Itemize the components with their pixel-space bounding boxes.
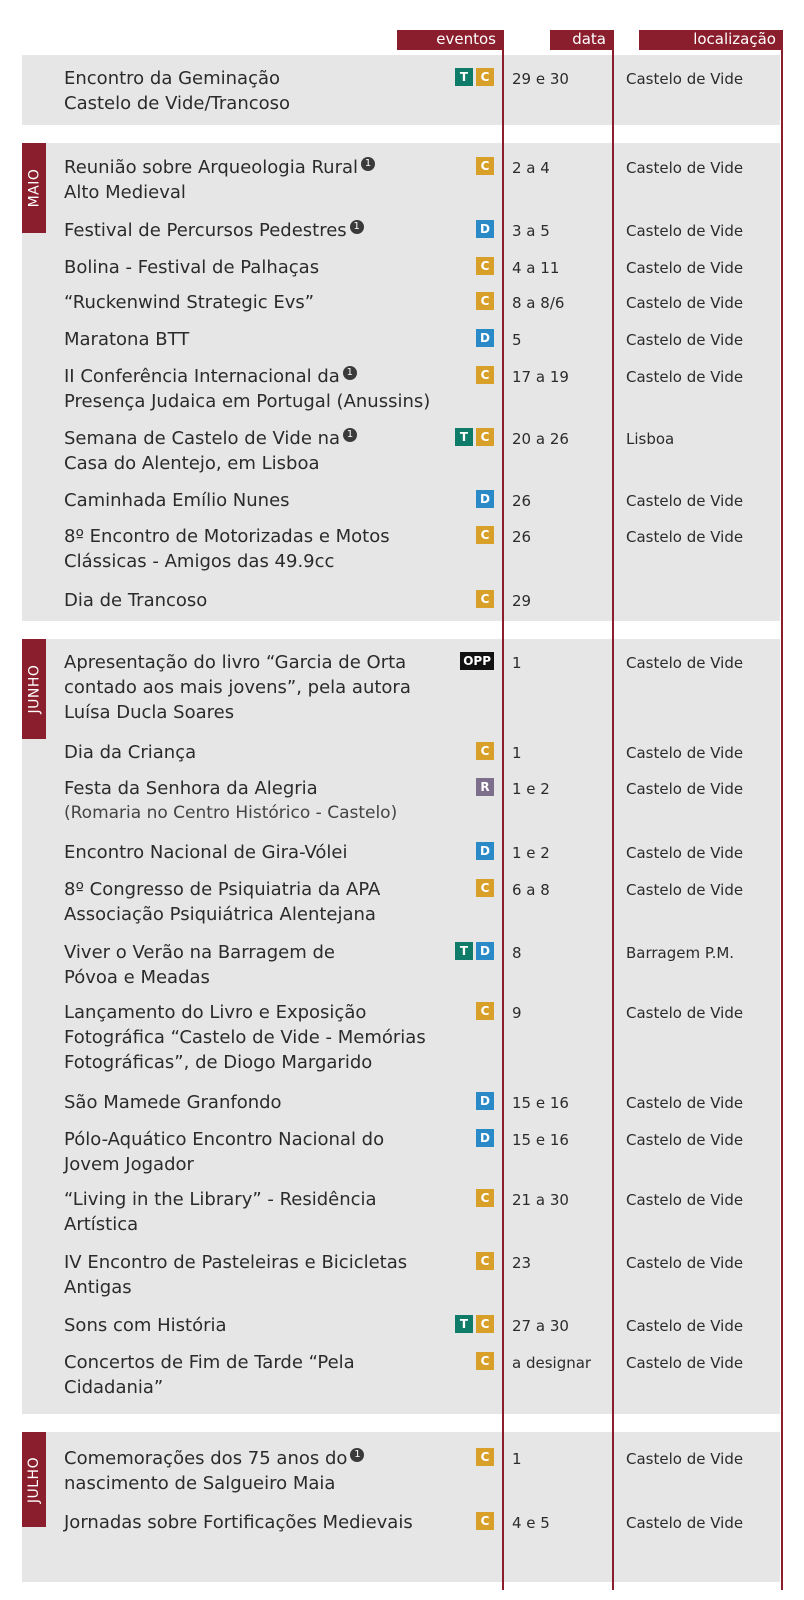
event-date: 23 <box>512 1254 532 1272</box>
badge-d: D <box>476 842 494 860</box>
category-badges <box>455 942 494 960</box>
event-date: 4 a 11 <box>512 259 560 277</box>
event-title-line: Jornadas sobre Fortificações Medievais <box>64 1512 413 1533</box>
event-location: Castelo de Vide <box>626 844 744 862</box>
badge-c: C <box>476 879 494 897</box>
event-title <box>64 426 444 476</box>
event-title <box>64 1187 444 1237</box>
event-title-line: contado aos mais jovens”, pela autora <box>64 677 411 698</box>
badge-c: C <box>476 366 494 384</box>
event-date: a designar <box>512 1354 592 1372</box>
event-title-line: “Ruckenwind Strategic Evs” <box>64 292 315 313</box>
event-date: 1 <box>512 744 522 762</box>
event-title-line: Festival de Percursos Pedestres 1 <box>64 218 444 243</box>
category-badges <box>476 526 494 544</box>
event-location: Castelo de Vide <box>626 1450 744 1468</box>
category-badges <box>476 220 494 238</box>
badge-c: C <box>476 590 494 608</box>
event-title-line: Casa do Alentejo, em Lisboa <box>64 453 320 474</box>
event-title-line: Presença Judaica em Portugal (Anussins) <box>64 391 431 412</box>
badge-c: C <box>476 157 494 175</box>
event-title-line: Artística <box>64 1214 139 1235</box>
event-title <box>64 1127 444 1177</box>
category-badges <box>476 590 494 608</box>
category-badges <box>476 157 494 175</box>
event-title <box>64 650 444 725</box>
event-location: Castelo de Vide <box>626 1094 744 1112</box>
category-badges <box>476 1092 494 1110</box>
event-date: 1 <box>512 654 522 672</box>
event-location: Castelo de Vide <box>626 1004 744 1022</box>
event-location: Castelo de Vide <box>626 1191 744 1209</box>
event-title-line: Bolina - Festival de Palhaças <box>64 257 320 278</box>
badge-c: C <box>476 1189 494 1207</box>
badge-c: C <box>476 1448 494 1466</box>
event-location: Castelo de Vide <box>626 331 744 349</box>
info-icon: 1 <box>350 1448 364 1462</box>
category-badges <box>476 879 494 897</box>
event-title-line: Encontro Nacional de Gira-Vólei <box>64 842 348 863</box>
event-location: Castelo de Vide <box>626 222 744 240</box>
category-badges <box>476 1189 494 1207</box>
category-badges <box>476 257 494 275</box>
month-label-julho: JULHO <box>26 1456 43 1503</box>
event-location: Castelo de Vide <box>626 1254 744 1272</box>
badge-c: C <box>476 1352 494 1370</box>
event-date: 21 a 30 <box>512 1191 569 1209</box>
event-date: 6 a 8 <box>512 881 550 899</box>
event-title-line: Caminhada Emílio Nunes <box>64 490 290 511</box>
badge-c: C <box>476 1252 494 1270</box>
category-badges <box>476 842 494 860</box>
event-title <box>64 155 444 205</box>
month-tab-maio <box>22 143 46 233</box>
month-label-junho: JUNHO <box>26 664 42 714</box>
event-date: 8 <box>512 944 522 962</box>
event-date: 1 <box>512 1450 522 1468</box>
event-title <box>64 776 444 826</box>
event-title-line: Fotográfica “Castelo de Vide - Memórias <box>64 1027 426 1048</box>
event-title-line: São Mamede Granfondo <box>64 1092 282 1113</box>
event-location: Castelo de Vide <box>626 780 744 798</box>
event-date: 27 a 30 <box>512 1317 569 1335</box>
category-badges <box>476 490 494 508</box>
category-badges <box>460 652 494 670</box>
badge-r: R <box>476 778 494 796</box>
category-badges <box>476 1002 494 1020</box>
event-title-line: Associação Psiquiátrica Alentejana <box>64 904 376 925</box>
month-tab-julho <box>22 1432 46 1527</box>
badge-c: C <box>476 1315 494 1333</box>
event-date: 17 a 19 <box>512 368 569 386</box>
event-title-line: Festa da Senhora da Alegria <box>64 778 318 799</box>
month-tab-junho <box>22 639 46 739</box>
header-localizacao <box>640 30 782 50</box>
badge-t: T <box>455 428 473 446</box>
category-badges <box>476 366 494 384</box>
event-title-line: Comemorações dos 75 anos do 1 <box>64 1446 444 1471</box>
info-icon: 1 <box>343 366 357 380</box>
event-subtitle: (Romaria no Centro Histórico - Castelo) <box>64 803 398 823</box>
info-icon: 1 <box>343 428 357 442</box>
event-location: Castelo de Vide <box>626 159 744 177</box>
header-localizacao-label: localização <box>693 30 776 48</box>
event-title-line: Alto Medieval <box>64 182 186 203</box>
event-title-line: nascimento de Salgueiro Maia <box>64 1473 336 1494</box>
divider-eventos-data <box>502 30 504 1590</box>
event-location: Castelo de Vide <box>626 1514 744 1532</box>
event-title-line: 8º Congresso de Psiquiatria da APA <box>64 879 381 900</box>
event-date: 9 <box>512 1004 522 1022</box>
event-location: Castelo de Vide <box>626 881 744 899</box>
event-title <box>64 66 444 116</box>
event-title <box>64 327 444 352</box>
badge-c: C <box>476 257 494 275</box>
event-title-line: Antigas <box>64 1277 132 1298</box>
event-title-line: Fotográficas”, de Diogo Margarido <box>64 1052 373 1073</box>
event-location: Castelo de Vide <box>626 744 744 762</box>
event-title-line: Reunião sobre Arqueologia Rural 1 <box>64 155 444 180</box>
badge-c: C <box>476 742 494 760</box>
event-title <box>64 1090 444 1115</box>
event-date: 8 a 8/6 <box>512 294 565 312</box>
badge-t: T <box>455 942 473 960</box>
event-title-line: Dia de Trancoso <box>64 590 208 611</box>
event-title <box>64 1250 444 1300</box>
event-location: Castelo de Vide <box>626 70 744 88</box>
category-badges <box>455 68 494 86</box>
badge-d: D <box>476 1129 494 1147</box>
event-title <box>64 940 444 990</box>
event-date: 1 e 2 <box>512 844 550 862</box>
event-title-line: Póvoa e Meadas <box>64 967 210 988</box>
event-title <box>64 588 444 613</box>
info-icon: 1 <box>361 157 375 171</box>
event-title-line: Semana de Castelo de Vide na 1 <box>64 426 444 451</box>
badge-c: C <box>476 428 494 446</box>
divider-left-localizacao <box>639 30 641 50</box>
event-date: 1 e 2 <box>512 780 550 798</box>
category-badges <box>476 329 494 347</box>
badge-d: D <box>476 490 494 508</box>
event-date: 3 a 5 <box>512 222 550 240</box>
event-title-line: 8º Encontro de Motorizadas e Motos <box>64 526 390 547</box>
category-badges <box>476 1129 494 1147</box>
category-badges <box>476 778 494 796</box>
event-title <box>64 218 444 243</box>
event-location: Castelo de Vide <box>626 1317 744 1335</box>
event-title <box>64 1350 444 1400</box>
header-data <box>552 30 612 50</box>
category-badges <box>476 292 494 310</box>
event-title-line: Maratona BTT <box>64 329 190 350</box>
event-title <box>64 1313 444 1338</box>
event-location: Castelo de Vide <box>626 294 744 312</box>
header-data-label: data <box>572 30 606 48</box>
event-location: Castelo de Vide <box>626 492 744 510</box>
divider-left-eventos <box>397 30 399 50</box>
event-location: Castelo de Vide <box>626 528 744 546</box>
event-date: 4 e 5 <box>512 1514 550 1532</box>
divider-data-localizacao <box>612 30 614 1590</box>
event-title-line: IV Encontro de Pasteleiras e Bicicletas <box>64 1252 408 1273</box>
event-date: 5 <box>512 331 522 349</box>
event-date: 20 a 26 <box>512 430 569 448</box>
category-badges <box>455 1315 494 1333</box>
event-location: Lisboa <box>626 430 675 448</box>
event-title-line: Dia da Criança <box>64 742 197 763</box>
event-title-line: II Conferência Internacional da 1 <box>64 364 444 389</box>
category-badges <box>476 1352 494 1370</box>
event-title-line: Luísa Ducla Soares <box>64 702 235 723</box>
event-date: 29 <box>512 592 532 610</box>
event-title-line: Cidadania” <box>64 1377 164 1398</box>
event-title <box>64 1510 444 1535</box>
event-title-line: Viver o Verão na Barragem de <box>64 942 335 963</box>
badge-opp: OPP <box>460 652 494 670</box>
category-badges <box>476 1512 494 1530</box>
event-location: Castelo de Vide <box>626 654 744 672</box>
event-date: 26 <box>512 492 532 510</box>
badge-t: T <box>455 68 473 86</box>
event-title-line: Clássicas - Amigos das 49.9cc <box>64 551 335 572</box>
category-badges <box>476 1252 494 1270</box>
event-title <box>64 1000 444 1075</box>
event-title <box>64 840 444 865</box>
badge-d: D <box>476 942 494 960</box>
event-location: Castelo de Vide <box>626 1354 744 1372</box>
badge-d: D <box>476 329 494 347</box>
info-icon: 1 <box>350 220 364 234</box>
divider-left-data <box>550 30 552 50</box>
event-date: 2 a 4 <box>512 159 550 177</box>
event-title <box>64 255 444 280</box>
event-title-line: Pólo-Aquático Encontro Nacional do <box>64 1129 385 1150</box>
month-label-maio: MAIO <box>26 168 42 208</box>
event-title <box>64 1446 444 1496</box>
header-eventos <box>398 30 502 50</box>
event-location: Castelo de Vide <box>626 1131 744 1149</box>
event-title <box>64 364 444 414</box>
event-title-line: “Living in the Library” - Residência <box>64 1189 377 1210</box>
event-location: Castelo de Vide <box>626 368 744 386</box>
badge-c: C <box>476 292 494 310</box>
event-title-line: Concertos de Fim de Tarde “Pela <box>64 1352 355 1373</box>
badge-c: C <box>476 68 494 86</box>
badge-d: D <box>476 1092 494 1110</box>
event-title-line: Jovem Jogador <box>64 1154 194 1175</box>
event-title <box>64 290 444 315</box>
badge-t: T <box>455 1315 473 1333</box>
header-eventos-label: eventos <box>436 30 496 48</box>
event-title-line: Lançamento do Livro e Exposição <box>64 1002 367 1023</box>
event-title <box>64 524 444 574</box>
event-date: 15 e 16 <box>512 1094 569 1112</box>
event-title-line: Encontro da Geminação <box>64 68 281 89</box>
event-location: Castelo de Vide <box>626 259 744 277</box>
event-date: 29 e 30 <box>512 70 569 88</box>
event-title <box>64 488 444 513</box>
event-title <box>64 740 444 765</box>
event-date: 15 e 16 <box>512 1131 569 1149</box>
event-location: Barragem P.M. <box>626 944 735 962</box>
event-title <box>64 877 444 927</box>
event-title-line: Sons com História <box>64 1315 227 1336</box>
badge-c: C <box>476 1002 494 1020</box>
category-badges <box>476 1448 494 1466</box>
category-badges <box>455 428 494 446</box>
event-date: 26 <box>512 528 532 546</box>
badge-c: C <box>476 526 494 544</box>
badge-c: C <box>476 1512 494 1530</box>
badge-d: D <box>476 220 494 238</box>
category-badges <box>476 742 494 760</box>
event-title-line: Castelo de Vide/Trancoso <box>64 93 291 114</box>
event-title-line: Apresentação do livro “Garcia de Orta <box>64 652 407 673</box>
